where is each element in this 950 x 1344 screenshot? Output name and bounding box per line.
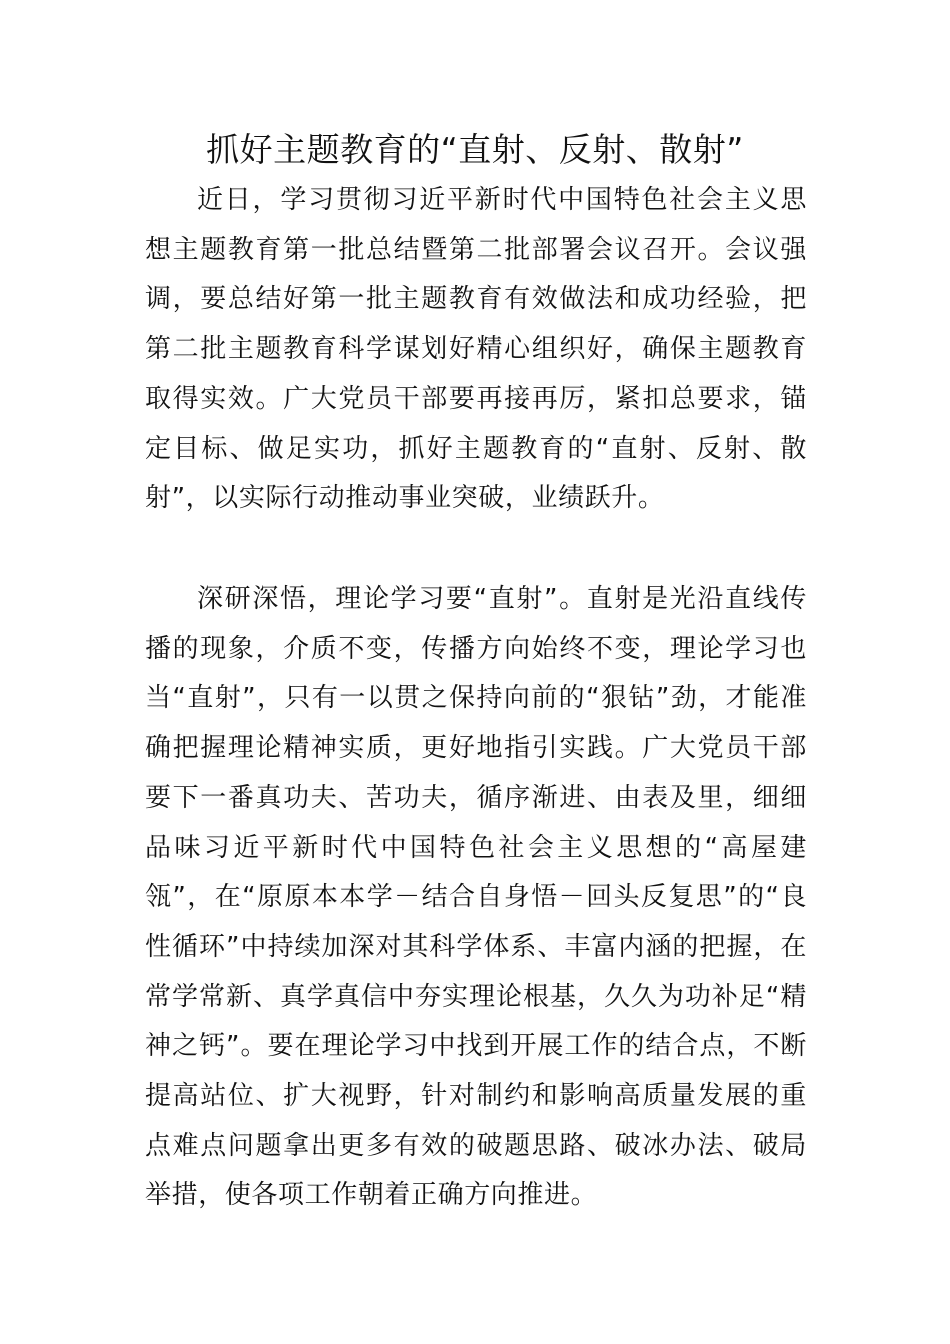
paragraph-direct-study: 深研深悟，理论学习要“直射”。直射是光沿直线传播的现象，介质不变，传播方向始终不变，理论学习也当“直射”，只有一以贯之保持向前的“狠钻”劲，才能准确把握理论精神实质，更好地指引实践。广大党员干部要下一番真功夫、苦功夫，循序渐进、由表及里，细细品味习近平新时代中国特色社会主义思想的“高屋建瓴”，在“原原本本学－结合自身悟－回头反复思”的“良性循环”中持续加深对其科学体系、丰富内涵的把握，在常学常新、真学真信中夯实理论根基，久久为功补足“精神之钙”。要在理论学习中找到开展工作的结合点，不断提高站位、扩大视野，针对制约和影响高质量发展的重点难点问题拿出更多有效的破题思路、破冰办法、破局举措，使各项工作朝着正确方向推进。	[145, 584, 807, 1211]
paragraph-intro: 近日，学习贯彻习近平新时代中国特色社会主义思想主题教育第一批总结暨第二批部署会议召开。会议强调，要总结好第一批主题教育有效做法和成功经验，把第二批主题教育科学谋划好精心组织好，确保主题教育取得实效。广大党员干部要再接再厉，紧扣总要求，锚定目标、做足实功，抓好主题教育的“直射、反射、散射”，以实际行动推动事业突破，业绩跃升。	[145, 185, 807, 514]
document-title: 抓好主题教育的“直射、反射、散射”	[206, 130, 744, 169]
